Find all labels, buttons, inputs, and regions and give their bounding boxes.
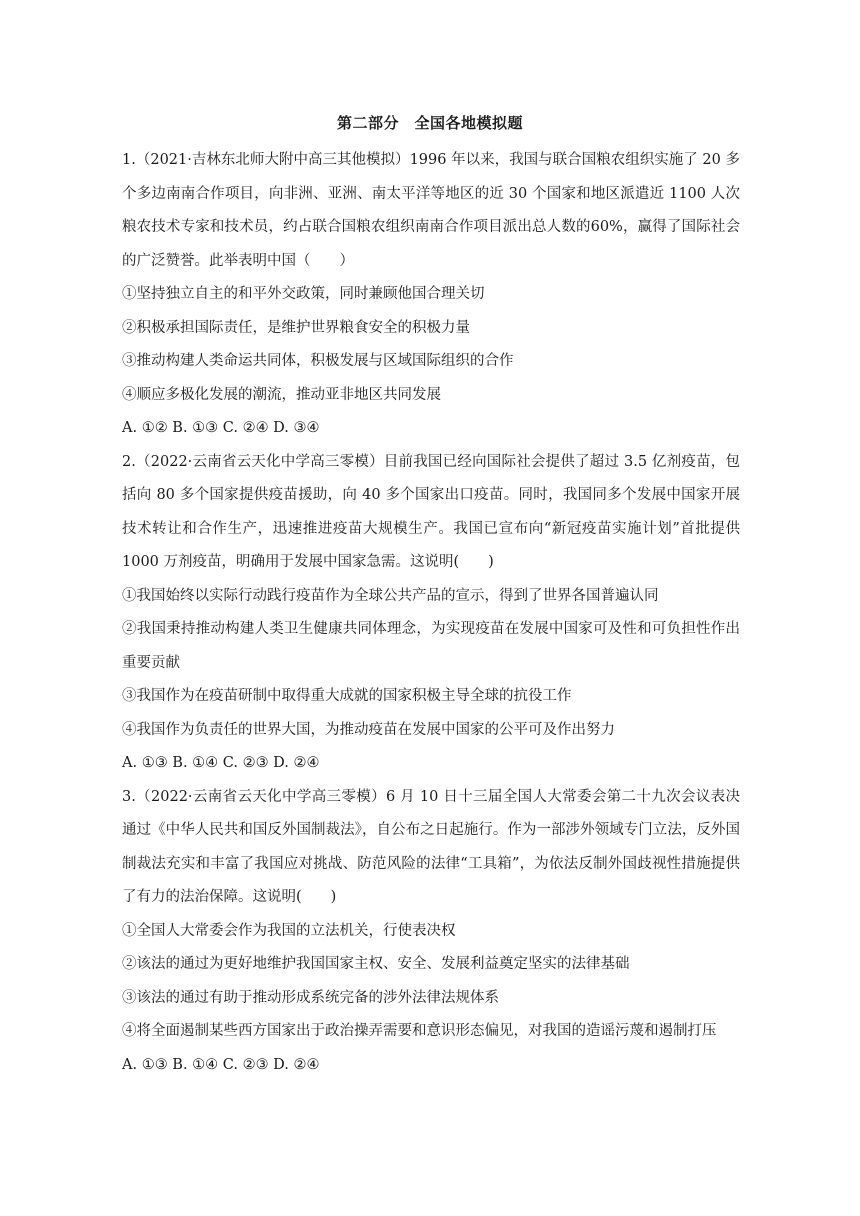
- question-2: [122, 446, 740, 781]
- question-3-stem: 3.（2022·云南省云天化中学高三零模）6 月 10 日十三届全国人大常委会第二十九次会议表决通过《中华人民共和国反外国制裁法》，自公布之日起施行。作为一部涉外领域专门立法，反外国制裁法充实和丰富了我国应对挑战、防范风险的法律“工具箱”，为依法反制外国歧视性措施提供了有力的法治保障。这说明( ): [122, 788, 740, 905]
- section-title: 第二部分 全国各地模拟题: [336, 114, 523, 132]
- question-2-option-3: ③我国作为在疫苗研制中取得重大成就的国家积极主导全球的抗役工作: [122, 688, 572, 704]
- question-3-option-2: ②该法的通过为更好地维护我国国家主权、安全、发展利益奠定坚实的法律基础: [122, 956, 630, 972]
- question-1-answer-choices: A. ①② B. ①③ C. ②④ D. ③④: [122, 420, 320, 436]
- question-1: [122, 144, 740, 446]
- question-2-option-2: ②我国秉持推动构建人类卫生健康共同体理念，为实现疫苗在发展中国家可及性和可负担性作出重要贡献: [122, 621, 740, 671]
- question-3-option-4: ④将全面遏制某些西方国家出于政治操弄需要和意识形态偏见，对我国的造谣污蔑和遏制打压: [122, 1023, 717, 1039]
- question-1-option-1: ①坚持独立自主的和平外交政策，同时兼顾他国合理关切: [122, 286, 485, 302]
- question-2-answer-choices: A. ①③ B. ①④ C. ②③ D. ②④: [122, 755, 320, 771]
- question-3: [122, 781, 740, 1083]
- question-3-option-3: ③该法的通过有助于推动形成系统完备的涉外法律法规体系: [122, 989, 499, 1006]
- question-1-option-2: ②积极承担国际责任，是维护世界粮食安全的积极力量: [122, 319, 470, 336]
- question-2-option-4: ④我国作为负责任的世界大国，为推动疫苗在发展中国家的公平可及作出努力: [122, 721, 615, 738]
- question-2-stem: 2.（2022·云南省云天化中学高三零模）目前我国已经向国际社会提供了超过 3.5 亿剂疫苗，包括向 80 多个国家提供疫苗援助，向 40 多个国家出口疫苗。同时，我国同多个发展中国家开展技术转让和合作生产，迅速推进疫苗大规模生产。我国已宣布向“新冠疫苗实施计划”首批提供 1000 万剂疫苗，明确用于发展中国家急需。这说明( ): [122, 453, 740, 570]
- question-1-option-4: ④顺应多极化发展的潮流，推动亚非地区共同发展: [122, 386, 441, 403]
- question-list: [122, 144, 740, 1082]
- question-3-option-1: ①全国人大常委会作为我国的立法机关，行使表决权: [122, 922, 456, 939]
- question-1-option-3: ③推动构建人类命运共同体，积极发展与区域国际组织的合作: [122, 353, 514, 369]
- question-3-answer-choices: A. ①③ B. ①④ C. ②③ D. ②④: [122, 1056, 320, 1073]
- question-1-stem: 1.（2021·吉林东北师大附中高三其他模拟）1996 年以来，我国与联合国粮农组织实施了 20 多个多边南南合作项目，向非洲、亚洲、南太平洋等地区的近 30 个国家和地区派遣近 1100 人次粮农技术专家和技术员，约占联合国粮农组织南南合作项目派出总人数的60%，赢得了国际社会的广泛赞誉。此举表明中国（ ）: [122, 152, 740, 269]
- question-2-option-1: ①我国始终以实际行动践行疫苗作为全球公共产品的宣示，得到了世界各国普遍认同: [122, 587, 659, 604]
